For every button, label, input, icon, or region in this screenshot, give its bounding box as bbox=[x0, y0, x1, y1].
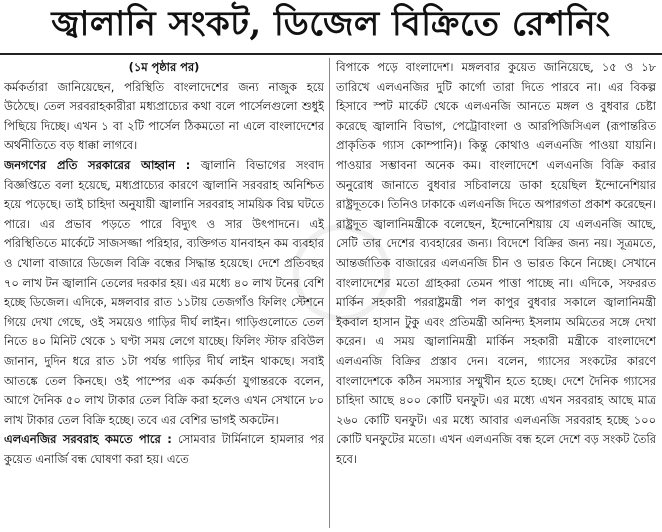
paragraph-government-appeal bbox=[4, 156, 324, 430]
watermark: ◯ bbox=[277, 200, 403, 330]
subhead-government-appeal: জনগণের প্রতি সরকারের আহ্বান : bbox=[4, 157, 191, 172]
paragraph-right bbox=[336, 58, 656, 469]
paragraph-intro-text: কর্মকর্তারা জানিয়েছেন, পরিস্থিতি বাংলাদেশের জন্য নাজুক হয়ে উঠেছে। তেল সরবরাহকারীরা মধ্যপ্রাচ্যের কথা বলে পার্সেলগুলো শুধুই পিছিয়ে দিচ্ছে। এখন ১ বা ২টি পার্সেল ঠিকমতো না এলে বাংলাদেশের অর্থনীতিতে বড় ধাক্কা লাগবে। bbox=[4, 79, 324, 153]
paragraph-lng-supply bbox=[4, 430, 324, 469]
headline-rule bbox=[0, 53, 662, 55]
paragraph-right-text: বিপাকে পড়ে বাংলাদেশ। মঙ্গলবার কুয়েত জানিয়েছে, ১৫ ও ১৮ তারিখে এলএনজির দুটি কার্গো তারা দিতে পারবে না। এর বিকল্প হিসাবে স্পট মার্কেট থেকে এলএনজি আনতে মঙ্গল ও বুধবার চেষ্টা করেছে জ্বালানি বিভাগ, পেট্রোবাংলা ও আরপিজিসিএল (রূপান্তরিত প্রাকৃতিক গ্যাস কোম্পানি)। কিন্তু কোথাও এলএনজি পাওয়া যায়নি। পাওয়ার সম্ভাবনা অনেক কম। বাংলাদেশে এলএনজি বিক্রি করার অনুরোধ জানাতে বুধবার সচিবালয়ে ডাকা হয়েছিল ইন্দোনেশিয়ার রাষ্ট্রদূতকে। তিনিও ঢাকাকে এলএনজি দিতে অপারগতা প্রকাশ করেছেন। রাষ্ট্রদূত জ্বালানিমন্ত্রীকে বলেছেন, ইন্দোনেশিয়ায় যে এলএনজি আছে, সেটি তার দেশের ব্যবহারের জন্য। বিদেশে বিক্রির জন্য নয়। সূত্রমতে, আন্তর্জাতিক বাজারের এলএনজি চীন ও ভারত কিনে নিচ্ছে। সেখানে বাংলাদেশের মতো গ্রাহকরা তেমন পাত্তা পাচ্ছে না। এদিকে, সফররত মার্কিন সহকারী পররাষ্ট্রমন্ত্রী পল কাপুর বুধবার সকালে জ্বালানিমন্ত্রী ইকবাল হাসান টুকু এবং প্রতিমন্ত্রী অনিন্দ্য ইসলাম অমিতের সঙ্গে দেখা করেন। এ সময় জ্বালানিমন্ত্রী মার্কিন সহকারী মন্ত্রীকে বাংলাদেশে এলএনজি বিক্রির প্রস্তাব দেন। বলেন, গ্যাসের সংকটের কারণে বাংলাদেশকে কঠিন সমস্যার সম্মুখীন হতে হচ্ছে। দেশে দৈনিক গ্যাসের চাহিদা আছে ৪০০ কোটি ঘনফুট। এর মধ্যে এখন সরবরাহ আছে মাত্র ২৬০ কোটি ঘনফুট। এর মধ্যে আবার এলএনজি সরবরাহ হচ্ছে ১০০ কোটি ঘনফুটের মতো। এখন এলএনজি বন্ধ হলে দেশে বড় সংকট তৈরি হবে। bbox=[336, 60, 656, 466]
paragraph-intro bbox=[4, 78, 324, 156]
right-column bbox=[336, 58, 656, 530]
lng-supply-text: সোমবার টার্মিনালে হামলার পর কুয়েত এনার্জি বন্ধ ঘোষণা করা হয়। এতে bbox=[4, 432, 324, 466]
continued-marker: (১ম পৃষ্ঠার পর) bbox=[128, 60, 200, 74]
column-divider bbox=[329, 58, 330, 528]
government-appeal-text: জ্বালানি বিভাগের সংবাদ বিজ্ঞপ্তিতে বলা হয়েছে, মধ্যপ্রাচ্যের কারণে জ্বালানি সরবরাহ অনিশ্চিত হয়ে পড়েছে। তাই চাহিদা অনুযায়ী জ্বালানি সরবরাহ সাময়িক বিঘ্ন ঘটতে পারে। এর প্রভাব পড়তে পারে বিদ্যুৎ ও সার উৎপাদনে। এই পরিস্থিতিতে মার্কেটে সাজসজ্জা পরিহার, ব্যক্তিগত যানবাহন কম ব্যবহার ও খোলা বাজারে ডিজেল বিক্রি বন্ধের সিদ্ধান্ত হয়েছে। দেশে প্রতিবছর ৭০ লাখ টন জ্বালানি তেলের দরকার হয়। এর মধ্যে ৪০ লাখ টনের বেশি হচ্ছে ডিজেল। এদিকে, মঙ্গলবার রাত ১১টায় তেজগাঁও ফিলিং স্টেশনে গিয়ে দেখা গেছে, ওই সময়েও গাড়ির দীর্ঘ লাইন। গাড়িগুলোতে তেল নিতে ৪০ মিনিট থেকে ১ ঘণ্টা সময় লেগে যাচ্ছে। ফিলিং স্টাফ রবিউল জানান, দুদিন ধরে রাত ১টা পর্যন্ত গাড়ির দীর্ঘ লাইন থাকছে। সবাই আতঙ্কে তেল কিনছে। ওই পাম্পের এক কর্মকর্তা যুগান্তরকে বলেন, আগে দৈনিক ৫০ লাখ টাকার তেল বিক্রি করা হলেও এখন সেখানে ৮০ লাখ টাকার তেল বিক্রি হচ্ছে। তবে এর বেশির ভাগই অকটেন। bbox=[4, 157, 324, 427]
subhead-lng-supply: এলএনজির সরবরাহ কমতে পারে : bbox=[4, 432, 172, 447]
left-column bbox=[4, 58, 324, 530]
headline: জ্বালানি সংকট, ডিজেল বিক্রিতে রেশনিং bbox=[51, 3, 611, 44]
